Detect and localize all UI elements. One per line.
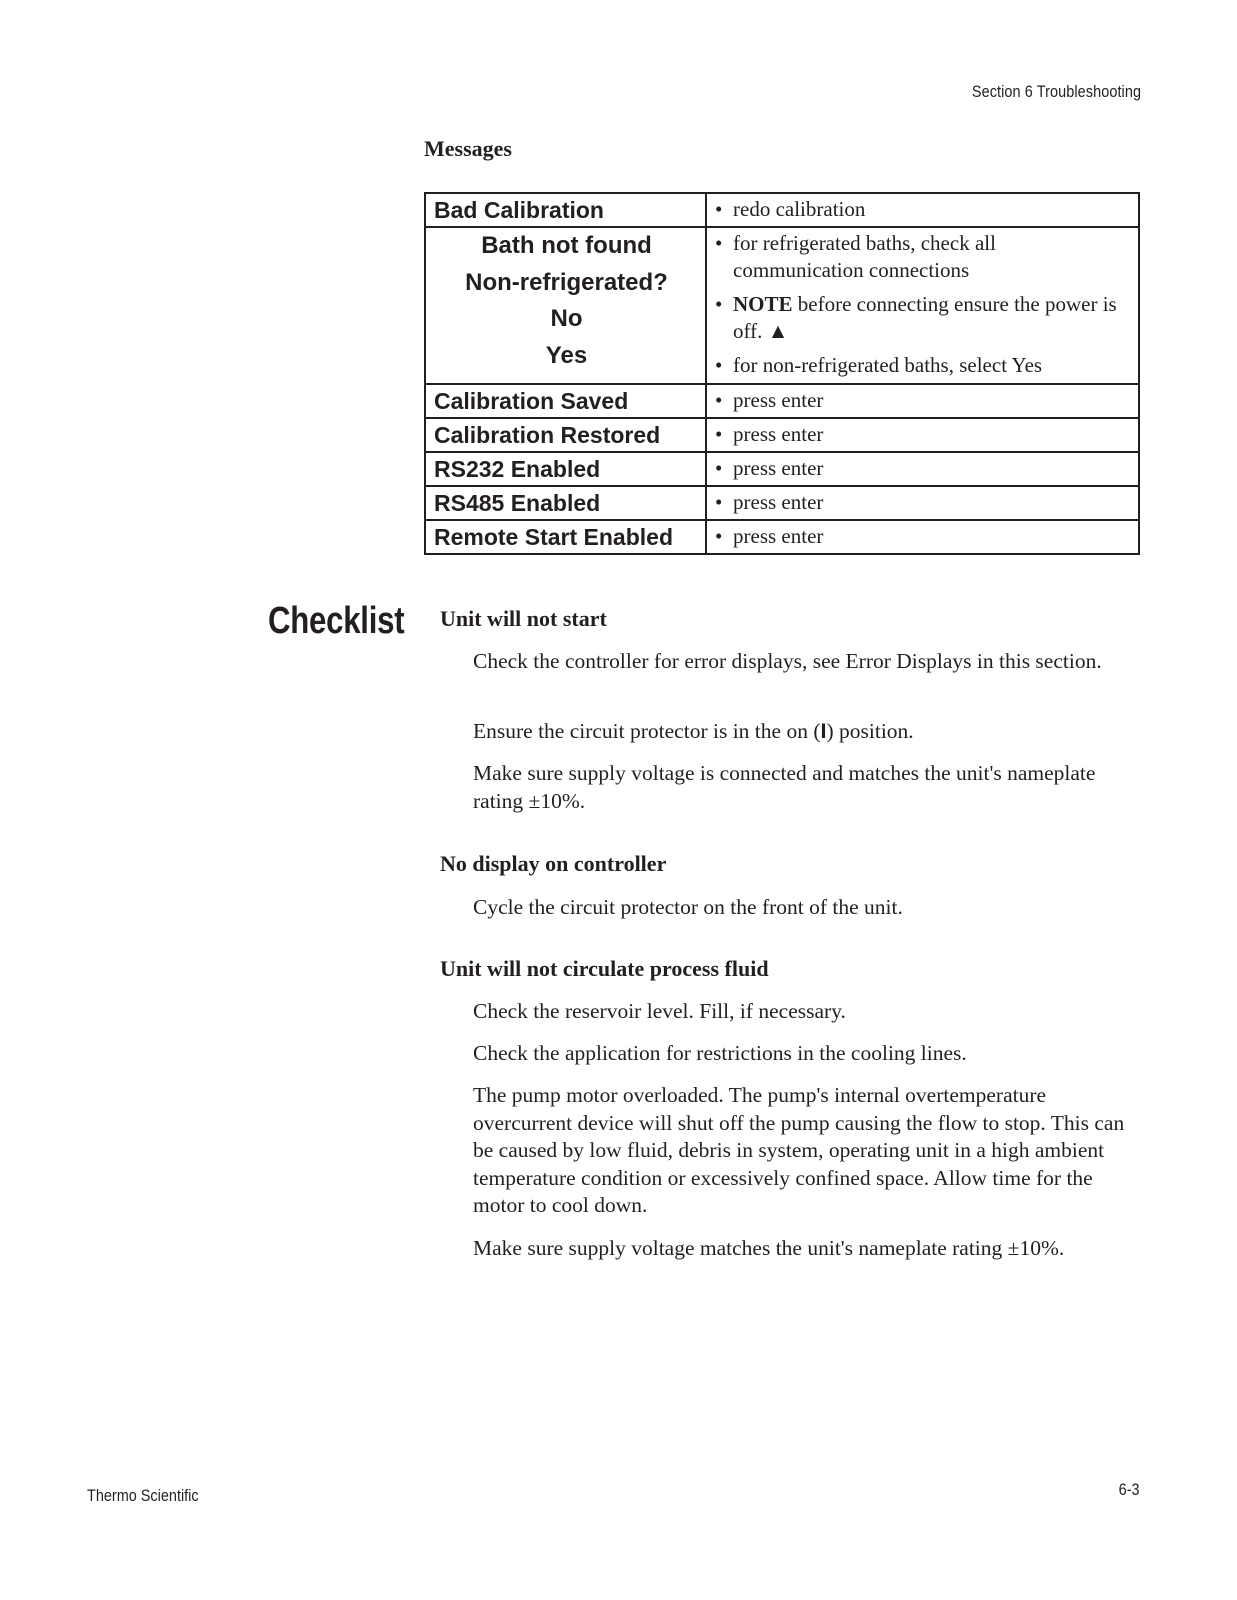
paragraph: Cycle the circuit protector on the front of the unit. [473, 895, 903, 919]
message-text: RS485 Enabled [434, 490, 601, 516]
message-cell [425, 486, 706, 520]
action-cell [706, 520, 1139, 554]
note-label: NOTE [733, 292, 793, 316]
action-item: • redo calibration [715, 196, 1130, 223]
page-number: 6-3 [1119, 1480, 1140, 1499]
message-text: Remote Start Enabled [434, 524, 673, 550]
on-position-symbol: I [820, 719, 827, 743]
checklist-heading: Checklist [268, 600, 405, 642]
paragraph: Check the reservoir level. Fill, if necessary. [473, 999, 846, 1023]
messages-table [424, 192, 1140, 555]
action-item: • press enter [715, 489, 1130, 516]
paragraph: Make sure supply voltage matches the unit's nameplate rating ±10%. [473, 1236, 1065, 1260]
action-item: • for non-refrigerated baths, select Yes [715, 352, 1130, 379]
subsection-title: Unit will not circulate process fluid [440, 956, 769, 981]
action-item: • for refrigerated baths, check all communication connections [715, 230, 1130, 284]
paragraph-text: ) position. [826, 719, 914, 743]
message-text: Calibration Restored [434, 422, 661, 448]
table-row [425, 520, 1139, 554]
table-row [425, 452, 1139, 486]
message-text: Non-refrigerated? [465, 268, 668, 296]
message-text: RS232 Enabled [434, 456, 601, 482]
message-cell [425, 384, 706, 418]
action-cell [706, 193, 1139, 227]
table-row [425, 227, 1139, 384]
note-text: before connecting ensure the power is off. ▲ [733, 292, 1117, 343]
action-item: • press enter [715, 421, 1130, 448]
paragraph: Check the controller for error displays, see Error Displays in this section. [473, 649, 1102, 673]
action-item: • press enter [715, 387, 1130, 414]
action-cell [706, 418, 1139, 452]
table-row [425, 418, 1139, 452]
paragraph: The pump motor overloaded. The pump's internal overtemperature overcurrent device will shut off the pump causing the flow to stop. This can be caused by low fluid, debris in system, operating unit in a high ambient temperature condition or excessively confined space. Allow time for the motor to cool down. [473, 1083, 1125, 1217]
action-item: • press enter [715, 455, 1130, 482]
table-row [425, 193, 1139, 227]
action-cell [706, 384, 1139, 418]
message-cell [425, 520, 706, 554]
message-text: No [550, 305, 583, 332]
running-header: Section 6 Troubleshooting [971, 82, 1141, 101]
paragraph-text: Ensure the circuit protector is in the on ( [473, 719, 821, 743]
action-cell [706, 452, 1139, 486]
action-item: • press enter [715, 523, 1130, 550]
message-cell [425, 452, 706, 486]
footer-brand: Thermo Scientific [87, 1486, 199, 1505]
messages-title: Messages [424, 136, 512, 161]
table-row [425, 384, 1139, 418]
message-text: Bad Calibration [434, 197, 604, 223]
action-cell [706, 486, 1139, 520]
message-text: Yes [545, 341, 588, 369]
message-text: Bath not found [481, 232, 652, 259]
paragraph-circuit [473, 718, 1143, 746]
subsection-title: No display on controller [440, 851, 667, 876]
paragraph: Check the application for restrictions in the cooling lines. [473, 1041, 967, 1065]
action-cell [706, 227, 1139, 384]
action-item-note [715, 291, 1130, 345]
message-text: Calibration Saved [434, 388, 629, 414]
message-cell [425, 193, 706, 227]
message-cell [425, 418, 706, 452]
table-row [425, 486, 1139, 520]
subsection-title: Unit will not start [440, 606, 607, 631]
paragraph: Make sure supply voltage is connected and matches the unit's nameplate rating ±10%. [473, 761, 1096, 813]
message-cell [425, 227, 706, 384]
